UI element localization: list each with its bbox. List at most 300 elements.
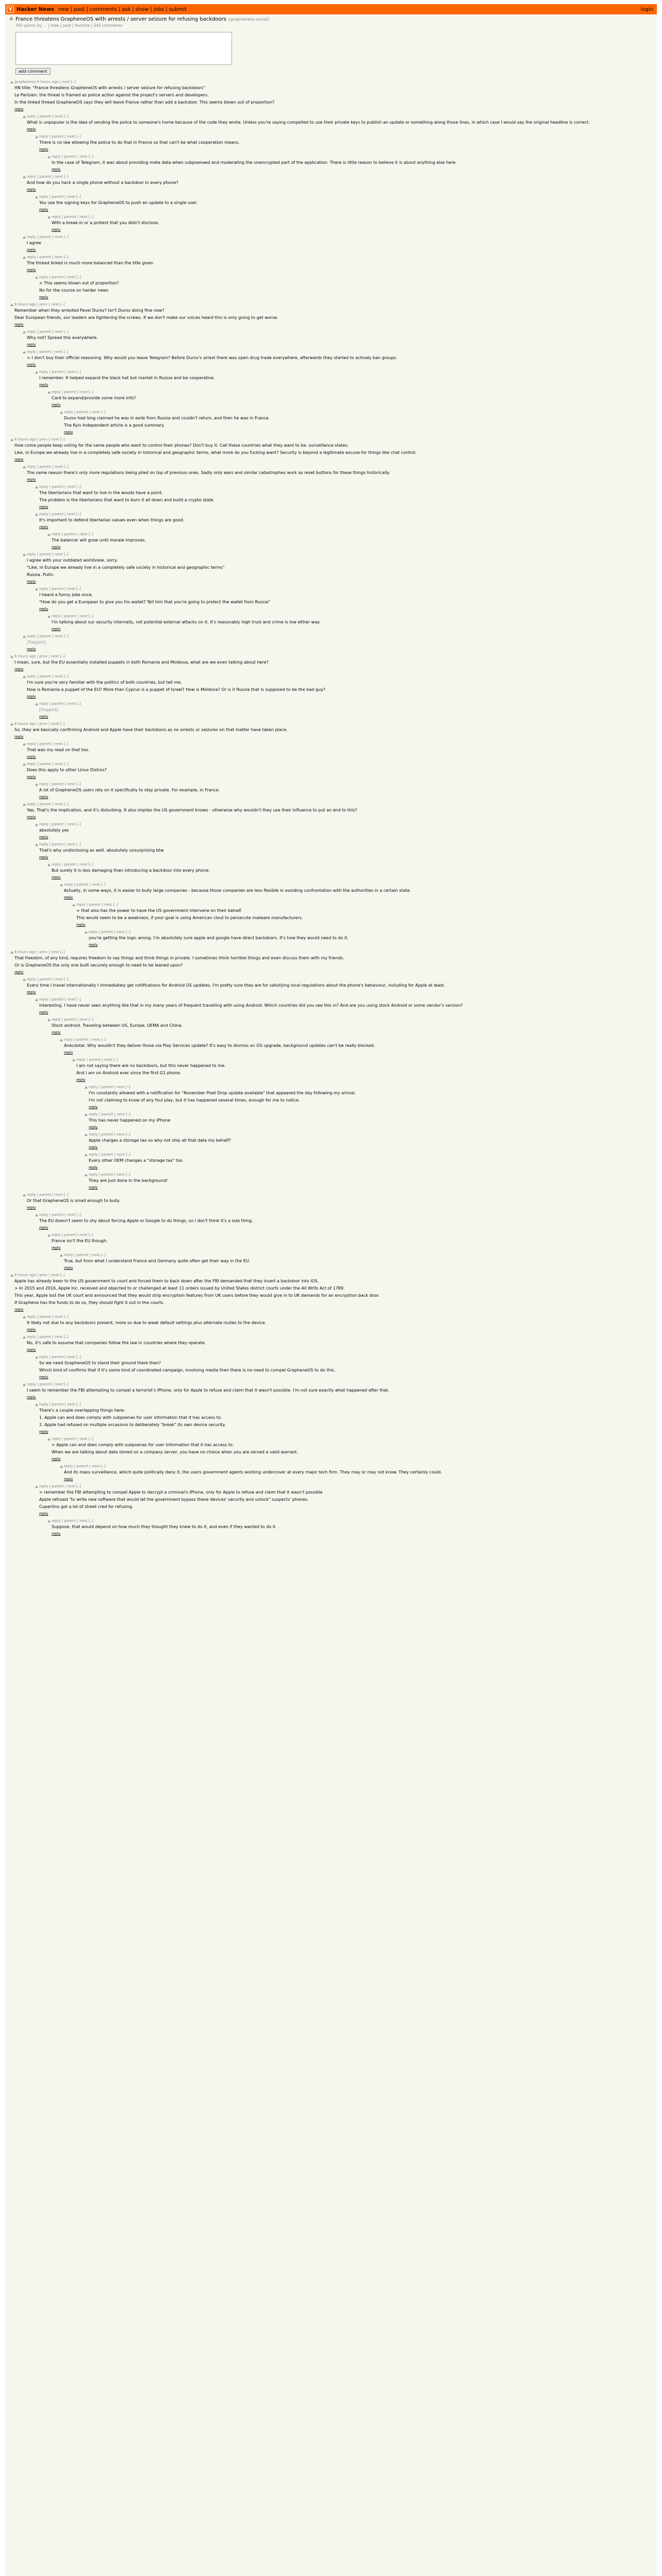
- comment: [64, 1464, 653, 1481]
- comment-text: [27, 261, 653, 266]
- comment-paragraph: And how do you hack a single phone without a backdoor in every phone?: [27, 180, 178, 185]
- comment-text: [39, 788, 653, 793]
- top-nav-bar: [5, 4, 657, 14]
- comment: [52, 1018, 653, 1035]
- comment-upvote-icon[interactable]: [35, 823, 38, 826]
- comment-reply-link[interactable]: reply: [27, 268, 36, 272]
- comment-header: reply | parent | next [–]: [52, 1437, 93, 1441]
- comment-text: [52, 1443, 653, 1455]
- nav-separator: |: [118, 6, 121, 12]
- comment-upvote-icon[interactable]: [35, 486, 38, 488]
- nav-link-jobs[interactable]: jobs: [153, 6, 164, 12]
- comment-upvote-icon[interactable]: [23, 351, 26, 353]
- nav-separator: |: [132, 6, 134, 12]
- comment-text: [27, 768, 653, 773]
- comment-upvote-icon[interactable]: [23, 1336, 26, 1338]
- upvote-arrow-icon[interactable]: [9, 16, 13, 20]
- comment-text: [52, 221, 653, 226]
- nav-link-new[interactable]: new: [58, 6, 69, 12]
- comment-header: reply | parent | next [–]: [39, 997, 81, 1002]
- comment-upvote-icon[interactable]: [35, 1356, 38, 1359]
- comment-text: [39, 1003, 653, 1008]
- comment-text: [27, 1198, 653, 1204]
- comment-reply-link[interactable]: reply: [76, 923, 86, 927]
- comment-upvote-icon[interactable]: [23, 803, 26, 806]
- comment-paragraph: Dear European friends, our leaders are tightening the screws. If we don't make our voices heard this is only going to get worse.: [14, 315, 278, 320]
- comment-reply-link[interactable]: reply: [14, 1308, 24, 1312]
- comment-upvote-icon[interactable]: [10, 438, 13, 441]
- comment-text: [39, 1218, 653, 1224]
- comment-upvote-icon[interactable]: [35, 588, 38, 590]
- nav-link-submit[interactable]: submit: [169, 6, 187, 12]
- comment: [52, 1519, 653, 1536]
- comment-reply-link[interactable]: reply: [64, 895, 73, 900]
- comment-reply-link[interactable]: reply: [52, 545, 61, 549]
- comment-upvote-icon[interactable]: [35, 371, 38, 374]
- comment-reply-link[interactable]: reply: [27, 188, 36, 192]
- comment-text: [39, 376, 653, 381]
- comment-paragraph: It likely not due to any backdoors present, more so due to weak default settings plus alternate routes to the device.: [27, 1320, 267, 1325]
- comment-reply-link[interactable]: reply: [39, 525, 48, 529]
- comment-header: reply | parent | next [–]: [39, 702, 81, 706]
- comment: [27, 1315, 653, 1332]
- comment-upvote-icon[interactable]: [35, 135, 38, 138]
- comment-text: [52, 1524, 653, 1530]
- comment-paragraph: How is Romania a puppet of the EU? More than Cyprus is a puppet of Israel? How is Moldova? Or is it Russia that is supposed to be the bad guy?: [27, 687, 326, 692]
- comment-reply-link[interactable]: reply: [27, 343, 36, 347]
- comment-text: [27, 1388, 653, 1393]
- comment-text: [52, 620, 653, 625]
- comment: [39, 1355, 653, 1379]
- comment-paragraph: Like, in Europe we already live in a completely safe society in historical and geographic terms, what more do you fucking want? Security is beyond a legitimate excuse for things like chat control.: [14, 450, 417, 455]
- comment-paragraph: [flagged]: [27, 640, 46, 645]
- comment-upvote-icon[interactable]: [47, 1019, 51, 1021]
- comment-reply-link[interactable]: reply: [39, 1226, 48, 1230]
- comment-paragraph: This year, Apple lost the UK court and announced that they would strip encryption features from UK users before they would give in to UK demands for an encryption back door.: [14, 1293, 380, 1298]
- comment-text: [14, 727, 653, 733]
- comment-upvote-icon[interactable]: [85, 1086, 88, 1089]
- comment-header: reply | parent | next [–]: [39, 1484, 81, 1488]
- comment-paragraph: A lot of GrapheneOS users rely on it specifically to stay private. For example, in France.: [39, 788, 220, 792]
- comment-reply-link[interactable]: reply: [89, 1165, 98, 1170]
- comment-upvote-icon[interactable]: [60, 1254, 63, 1257]
- comment-upvote-icon[interactable]: [23, 743, 26, 745]
- comment-text: [27, 808, 653, 813]
- comment-header: reply | parent | next [–]: [27, 330, 69, 334]
- comment-header: 6 hours ago | prev | next [–]: [14, 722, 65, 726]
- comment-reply-link[interactable]: reply: [14, 457, 24, 462]
- comment-text: [89, 1138, 653, 1143]
- comment-paragraph: 2. Apple had refused on multiple occasions to deliberately "break" its own device security.: [39, 1422, 226, 1427]
- comment-header: reply | parent | next [–]: [39, 822, 81, 826]
- comment-text: [27, 335, 653, 341]
- comment: [39, 134, 653, 151]
- comment-upvote-icon[interactable]: [47, 1438, 51, 1440]
- comment-reply-link[interactable]: reply: [39, 855, 48, 859]
- comment-text: [64, 1470, 653, 1475]
- comment: [52, 155, 653, 172]
- comment-upvote-icon[interactable]: [47, 1234, 51, 1236]
- comment-reply-link[interactable]: reply: [76, 1078, 86, 1082]
- comment-paragraph: I heard a funny joke once.: [39, 592, 93, 597]
- comment: [27, 674, 653, 699]
- comment: [27, 977, 653, 994]
- nav-links: [58, 7, 187, 12]
- comment-paragraph: They are just done in the background!: [89, 1178, 168, 1183]
- comment-text: [39, 707, 653, 713]
- nav-separator: |: [86, 6, 88, 12]
- comment-upvote-icon[interactable]: [72, 904, 75, 906]
- comment-reply-link[interactable]: reply: [14, 970, 24, 974]
- comment-reply-link[interactable]: reply: [52, 1532, 61, 1536]
- comment-upvote-icon[interactable]: [35, 1485, 38, 1488]
- comment-text: [64, 888, 653, 893]
- comment-header: reply | parent | next [–]: [27, 114, 69, 118]
- comment-upvote-icon[interactable]: [35, 703, 38, 705]
- comment-paragraph: And I am on Android ever since the first G1 phone.: [76, 1071, 181, 1075]
- comment-reply-link[interactable]: reply: [39, 835, 48, 839]
- comment-upvote-icon[interactable]: [10, 1274, 13, 1277]
- comment-paragraph: Anecdotal. Why wouldn't they deliver those via Play Services update? It's easy to dismiss on OS upgrade, background updates can't be really blocked.: [64, 1043, 375, 1048]
- comment-paragraph: Actually, in some ways, it is easier to bully large companies - because those companies are less flexible in avoiding confrontation with the authorities in a certain state.: [64, 888, 411, 893]
- comment-upvote-icon[interactable]: [60, 411, 63, 414]
- comment-paragraph: The libertarians that want to live in the woods have a point.: [39, 490, 163, 495]
- comment-paragraph: In the case of Telegram, it was about providing meta data when subpoenaed and moderating the unencrypted part of the application. There is little reason to believe it is about anything else here.: [52, 160, 457, 165]
- comment-paragraph: I remember. It helped expand the black hat bot market in Russia and be cooperative.: [39, 376, 216, 380]
- comment-upvote-icon[interactable]: [85, 1174, 88, 1176]
- comment-text: [76, 908, 653, 921]
- comment: [39, 842, 653, 859]
- comment: [39, 997, 653, 1014]
- hn-logo-icon[interactable]: Y: [7, 6, 14, 13]
- comment-paragraph: So we need GrapheneOS to stand their ground there then?: [39, 1361, 161, 1365]
- comment-header: reply | parent | next [–]: [89, 1132, 130, 1137]
- comment-text: [89, 1178, 653, 1183]
- comment: [52, 1437, 653, 1461]
- comment-reply-link[interactable]: reply: [27, 248, 36, 252]
- add-comment-button[interactable]: add comment: [15, 68, 51, 75]
- comment-text: [39, 1361, 653, 1373]
- comment-text: [14, 443, 653, 455]
- comment-reply-link[interactable]: reply: [39, 1375, 48, 1379]
- comment-reply-link[interactable]: reply: [89, 1145, 98, 1149]
- comment-paragraph: But surely it is less damaging than introducing a backdoor into every phone.: [52, 868, 210, 873]
- comment: [52, 390, 653, 407]
- comment-paragraph: HN title: "France threatens GrapheneOS with arrests / server seizure for refusing backdoors": [14, 86, 206, 90]
- comment-reply-link[interactable]: reply: [39, 715, 48, 719]
- comment-upvote-icon[interactable]: [35, 276, 38, 279]
- comment-reply-link[interactable]: reply: [52, 167, 61, 172]
- comment-upvote-icon[interactable]: [35, 783, 38, 786]
- comment: [39, 1484, 653, 1516]
- comment: [64, 410, 653, 434]
- comment-reply-link[interactable]: reply: [52, 1030, 61, 1035]
- comment-reply-link[interactable]: reply: [14, 735, 24, 739]
- comment-reply-link[interactable]: reply: [64, 430, 73, 434]
- comment: [27, 762, 653, 779]
- story-header: [5, 14, 657, 75]
- comment-upvote-icon[interactable]: [85, 931, 88, 934]
- comment-text: [89, 1091, 653, 1103]
- comment-upvote-icon[interactable]: [47, 156, 51, 158]
- comment: [14, 654, 653, 671]
- comment-upvote-icon[interactable]: [23, 236, 26, 239]
- comment-paragraph: Card to expand/provide some more info?: [52, 396, 136, 400]
- comment-upvote-icon[interactable]: [23, 763, 26, 766]
- comment-paragraph: No for the course on harder news: [39, 288, 109, 293]
- comment-reply-link[interactable]: reply: [89, 1185, 98, 1190]
- comment-paragraph: Apple charges a storage tax so why not ship all that data my behalf?: [89, 1138, 231, 1143]
- comment-upvote-icon[interactable]: [23, 675, 26, 678]
- comment-paragraph: > remember the FBI attempting to compel Apple to decrypt a criminal's iPhone, only for Apple to refuse and claim that it wasn't possible: [39, 1490, 323, 1495]
- comment: [27, 235, 653, 252]
- story-site[interactable]: (grapheneos.social): [228, 17, 270, 22]
- comment: [64, 883, 653, 900]
- comment-header: reply | parent | next [–]: [64, 1253, 106, 1257]
- comment-header: reply | parent | next [–]: [76, 903, 118, 907]
- comment-header: reply | parent | next [–]: [52, 1233, 93, 1237]
- comment-text: [14, 86, 653, 105]
- comment-reply-link[interactable]: reply: [39, 1512, 48, 1516]
- comment-paragraph: Yep. That's the implication, and it's disturbing. It also implies the US government knows - otherwise why wouldn't they use their influence to put an end to this?: [27, 808, 357, 812]
- comment-upvote-icon[interactable]: [47, 1520, 51, 1522]
- comment-text: [27, 241, 653, 246]
- comment-reply-link[interactable]: reply: [89, 943, 98, 947]
- story-title[interactable]: France threatens GrapheneOS with arrests / server seizure for refusing backdoors: [15, 16, 227, 22]
- comment-upvote-icon[interactable]: [23, 1316, 26, 1318]
- comment: [27, 330, 653, 347]
- comment-reply-link[interactable]: reply: [27, 775, 36, 779]
- comment-paragraph: What is unpopular is the idea of sending the police to someone's home because of the code they wrote. Unless you're saying compelled to use their private keys to publish an update or something along those lines, in which case I would say the original headline is correct.: [27, 120, 590, 125]
- comment-upvote-icon[interactable]: [35, 843, 38, 846]
- comment-paragraph: Does this apply to other Linux Distros?: [27, 768, 107, 772]
- comment: [89, 1085, 653, 1109]
- login-link[interactable]: login: [640, 6, 653, 12]
- comment-paragraph: I am not saying there are no backdoors, but this never happened to me.: [76, 1063, 226, 1068]
- comment-paragraph: I agree: [27, 241, 41, 245]
- comment-reply-link[interactable]: reply: [27, 363, 36, 367]
- comment-reply-link[interactable]: reply: [27, 1395, 36, 1399]
- comment-reply-link[interactable]: reply: [39, 147, 48, 151]
- comment-header: reply | parent | next [–]: [89, 930, 130, 934]
- comment-text: [39, 848, 653, 853]
- comment-upvote-icon[interactable]: [10, 655, 13, 658]
- comment: [89, 1173, 653, 1190]
- comment-text: [52, 396, 653, 401]
- comment-text: [27, 558, 653, 578]
- comment-upvote-icon[interactable]: [23, 553, 26, 556]
- comment-reply-link[interactable]: reply: [89, 1125, 98, 1129]
- comment-header: reply | parent | next [–]: [27, 1382, 69, 1386]
- comment-header: reply | parent | next [–]: [64, 1038, 106, 1042]
- nav-link-ask[interactable]: ask: [122, 6, 131, 12]
- comment-upvote-icon[interactable]: [47, 216, 51, 218]
- comment-upvote-icon[interactable]: [60, 1039, 63, 1041]
- nav-link-comments[interactable]: comments: [90, 6, 117, 12]
- comment-reply-link[interactable]: reply: [27, 755, 36, 759]
- comment-upvote-icon[interactable]: [85, 1113, 88, 1116]
- comment-upvote-icon[interactable]: [47, 391, 51, 394]
- comment-text: [27, 640, 653, 645]
- comment-upvote-icon[interactable]: [10, 81, 13, 83]
- comment-reply-link[interactable]: reply: [27, 647, 36, 651]
- comment-text: [64, 416, 653, 428]
- comment-upvote-icon[interactable]: [60, 884, 63, 886]
- comment-header: reply | parent | next [–]: [39, 782, 81, 786]
- comment-paragraph: The same reason there's only more regulations being piled on top of previous ones. Sadly only wars and similar catastrophes work as reset buttons for these things historically.: [27, 470, 390, 475]
- comment-reply-link[interactable]: reply: [27, 1328, 36, 1332]
- comment-reply-link[interactable]: reply: [27, 815, 36, 819]
- comment-reply-link[interactable]: reply: [27, 1206, 36, 1210]
- comment-text: [39, 140, 653, 145]
- comment-text: [27, 355, 653, 361]
- comment-reply-link[interactable]: reply: [64, 1050, 73, 1055]
- comment-reply-link[interactable]: reply: [27, 990, 36, 994]
- comment-text: [14, 956, 653, 968]
- comment-upvote-icon[interactable]: [85, 1133, 88, 1136]
- comment-paragraph: Every other OEM changes a "storage tax" too: [89, 1158, 183, 1163]
- comment-paragraph: The thread linked is much more balanced than the title given: [27, 261, 154, 265]
- comment-reply-link[interactable]: reply: [39, 1430, 48, 1434]
- comment-upvote-icon[interactable]: [10, 951, 13, 954]
- comment-text: [14, 1279, 653, 1306]
- comment-upvote-icon[interactable]: [23, 635, 26, 638]
- comment-header: reply | parent | next [–]: [52, 532, 93, 536]
- comment-reply-link[interactable]: reply: [27, 1348, 36, 1352]
- comment: [89, 1153, 653, 1170]
- comment-paragraph: Russia. Putin.: [27, 572, 55, 577]
- comment-text: [27, 470, 653, 476]
- comment: [27, 1193, 653, 1210]
- comment-upvote-icon[interactable]: [47, 615, 51, 618]
- comment-paragraph: That freedom, of any kind, requires freedom to say things and think things in private. I sometimes think horrible things and even discuss them with my friends.: [14, 956, 344, 960]
- comment-header: reply | parent | next [–]: [52, 215, 93, 219]
- comment-upvote-icon[interactable]: [35, 1214, 38, 1216]
- comment-upvote-icon[interactable]: [35, 998, 38, 1001]
- comment-paragraph: Why not? Spread this everywhere.: [27, 335, 98, 340]
- comment-reply-link[interactable]: reply: [14, 107, 24, 111]
- comment: [52, 862, 653, 879]
- comment: [52, 614, 653, 631]
- comment-text: [64, 1043, 653, 1048]
- comment-header: reply | parent | next [–]: [39, 195, 81, 199]
- comment-header: reply | parent | next [–]: [27, 742, 69, 746]
- comment-reply-link[interactable]: reply: [64, 1266, 73, 1270]
- comment-upvote-icon[interactable]: [47, 533, 51, 536]
- comment-reply-link[interactable]: reply: [27, 580, 36, 584]
- comment-paragraph: I'm talking about our security internally, not potential external attacks on it. It's reasonably high trust and crime is low either way.: [52, 620, 321, 624]
- comment-reply-link[interactable]: reply: [52, 228, 61, 232]
- comment-paragraph: There's a couple overlapping things here:: [39, 1408, 125, 1413]
- comment: [27, 350, 653, 367]
- comment-header: reply | parent | next [–]: [52, 862, 93, 867]
- comment-reply-link[interactable]: reply: [27, 694, 36, 699]
- nav-link-show[interactable]: show: [135, 6, 149, 12]
- comment-reply-link[interactable]: reply: [39, 795, 48, 799]
- comment-header: reply | parent | next [–]: [52, 1519, 93, 1523]
- comment-paragraph: > In 2015 and 2016, Apple Inc. received and objected to or challenged at least 11 orders issued by United States district courts under the All Writs Act of 1789.: [14, 1286, 345, 1291]
- comment-upvote-icon[interactable]: [72, 1059, 75, 1061]
- comment-text: [27, 120, 653, 125]
- comment-upvote-icon[interactable]: [60, 1465, 63, 1468]
- comment-upvote-icon[interactable]: [35, 513, 38, 516]
- nav-link-past[interactable]: past: [74, 6, 85, 12]
- comment-header: reply | parent | next [–]: [39, 1402, 81, 1406]
- comment-reply-link[interactable]: reply: [89, 1105, 98, 1109]
- comment-text: [39, 1490, 653, 1510]
- comment-upvote-icon[interactable]: [23, 1194, 26, 1196]
- comment-upvote-icon[interactable]: [10, 723, 13, 725]
- comment-reply-link[interactable]: reply: [27, 127, 36, 131]
- comment-header: reply | parent | next [–]: [39, 1355, 81, 1359]
- comment-reply-link[interactable]: reply: [39, 383, 48, 387]
- comment-paragraph: Apple has already been to the US government to court and forced them to back down after the FBI demanded that they insert a backdoor into iOS.: [14, 1279, 319, 1283]
- comment-upvote-icon[interactable]: [47, 863, 51, 866]
- comment-paragraph: With a break-in or a protest that you didn't disclose.: [52, 221, 159, 225]
- comment-reply-link[interactable]: reply: [64, 1477, 73, 1481]
- comment-upvote-icon[interactable]: [85, 1154, 88, 1156]
- comment: [89, 1112, 653, 1129]
- comment-upvote-icon[interactable]: [23, 1383, 26, 1386]
- comment-reply-link[interactable]: reply: [39, 1010, 48, 1014]
- comment-reply-link[interactable]: reply: [14, 323, 24, 327]
- comment-upvote-icon[interactable]: [23, 115, 26, 118]
- comment-upvote-icon[interactable]: [23, 978, 26, 981]
- comment-paragraph: Interesting. I have never seen anything like that in my many years of frequent travelling with using Android. Which countries did you see this in? And are you using stock Android or some vendor's version?: [39, 1003, 463, 1008]
- comment-paragraph: The balancer will grow until morale improves.: [52, 538, 146, 543]
- comment-header: 6 hours ago | prev | next [–]: [14, 654, 65, 658]
- comment-reply-link[interactable]: reply: [39, 505, 48, 509]
- comment-reply-link[interactable]: reply: [52, 875, 61, 879]
- comment-reply-link[interactable]: reply: [52, 1246, 61, 1250]
- comment-text: [27, 983, 653, 988]
- comment-header: reply | parent | next [–]: [64, 1464, 106, 1468]
- comment-reply-link[interactable]: reply: [52, 627, 61, 631]
- comment-upvote-icon[interactable]: [23, 331, 26, 333]
- comment-reply-link[interactable]: reply: [27, 478, 36, 482]
- comment-header: reply | parent | next [–]: [27, 255, 69, 259]
- comment-text: [39, 518, 653, 523]
- comment-tree: [5, 80, 657, 1536]
- comment-upvote-icon[interactable]: [23, 256, 26, 259]
- comment-paragraph: And its mass surveillance, which quite politically deny it, the users government agents working undercover at every major tech firm. They may or may not know. They certainly could.: [64, 1470, 442, 1475]
- comment-text: [89, 1158, 653, 1163]
- comment-text: [52, 1023, 653, 1028]
- comment-reply-link[interactable]: reply: [14, 667, 24, 671]
- comment-reply-link[interactable]: reply: [52, 1457, 61, 1461]
- comment-reply-link[interactable]: reply: [39, 208, 48, 212]
- comment-textarea[interactable]: [15, 32, 232, 65]
- comment-upvote-icon[interactable]: [35, 1403, 38, 1406]
- comment: [76, 903, 653, 927]
- comment-upvote-icon[interactable]: [10, 303, 13, 306]
- comment-paragraph: There is no law allowing the police to do that in France so that can't be what cooperation means.: [39, 140, 240, 145]
- comment-paragraph: Le Parisien: the threat is framed as police action against the project's servers and developers.: [14, 93, 209, 97]
- comment-text: [14, 308, 653, 320]
- comment-header: reply | parent | next [–]: [27, 762, 69, 766]
- comment-header: reply | parent | next [–]: [39, 1213, 81, 1217]
- comment-reply-link[interactable]: reply: [39, 607, 48, 611]
- comment-reply-link[interactable]: reply: [39, 295, 48, 299]
- comment-upvote-icon[interactable]: [35, 196, 38, 198]
- comment-paragraph: I seem to remember the FBI attempting to compel a terrorist's iPhone, only for Apple to refuse and claim that it wasn't possible. I'm not sure exactly what happened after that.: [27, 1388, 389, 1393]
- comment-reply-link[interactable]: reply: [52, 403, 61, 407]
- comment-upvote-icon[interactable]: [23, 466, 26, 468]
- comment-paragraph: Suppose, that would depend on how much they thought they knew to do it, and even if they wanted to do it.: [52, 1524, 277, 1529]
- comment-paragraph: > This seems blown out of proportion?: [39, 281, 119, 285]
- site-name[interactable]: Hacker News: [16, 6, 54, 12]
- comment-upvote-icon[interactable]: [23, 176, 26, 178]
